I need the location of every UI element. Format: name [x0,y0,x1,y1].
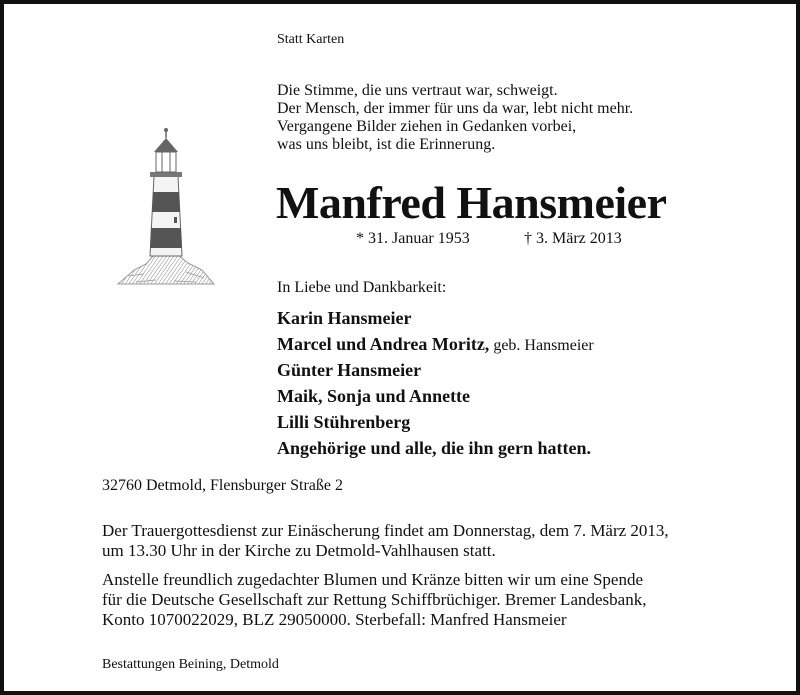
donation-line: für die Deutsche Gesellschaft zur Rettung Schiffbrüchiger. Bremer Landesbank, [102,590,647,609]
lighthouse-icon [116,124,216,289]
deceased-name: Manfred Hansmeier [276,177,667,228]
mourner-entry [277,410,594,436]
service-line: um 13.30 Uhr in der Kirche zu Detmold-Vahlhausen statt. [102,541,496,560]
poem-line: was uns bleibt, ist die Erinnerung. [277,136,496,153]
service-line: Der Trauergottesdienst zur Einäscherung findet am Donnerstag, dem 7. März 2013, [102,521,669,540]
undertaker-credit: Bestattungen Beining, Detmold [102,657,279,672]
service-announcement [102,521,669,561]
donation-line: Anstelle freundlich zugedachter Blumen und Kränze bitten wir um eine Spende [102,570,643,589]
poem-line: Der Mensch, der immer für uns da war, lebt nicht mehr. [277,100,634,117]
mourner-entry [277,306,594,332]
mourner-entry [277,332,594,358]
mourner-entry [277,358,594,384]
donation-line: Konto 1070022029, BLZ 29050000. Sterbefall: Manfred Hansmeier [102,610,567,629]
mourner-name: Karin Hansmeier [277,308,412,328]
poem-line: Vergangene Bilder ziehen in Gedanken vorbei, [277,118,577,135]
mourner-suffix: geb. Hansmeier [489,337,594,354]
poem-line: Die Stimme, die uns vertraut war, schweigt. [277,82,558,99]
mourner-name: Maik, Sonja und Annette [277,386,471,406]
death-date: † 3. März 2013 [524,230,622,247]
address-text: 32760 Detmold, Flensburger Straße 2 [102,477,344,494]
mourner-entry [277,436,594,462]
header-text: Statt Karten [277,32,345,47]
mourner-name: Marcel und Andrea Moritz, [277,334,490,354]
dedication-text: In Liebe und Dankbarkeit: [277,279,447,296]
poem [277,82,633,154]
donation-request [102,570,646,630]
mourner-name: Lilli Stührenberg [277,412,411,432]
birth-date: * 31. Januar 1953 [356,230,470,247]
mourner-entry [277,384,594,410]
mourners-list [277,306,594,462]
mourner-name: Günter Hansmeier [277,360,422,380]
mourner-name: Angehörige und alle, die ihn gern hatten. [277,438,592,458]
